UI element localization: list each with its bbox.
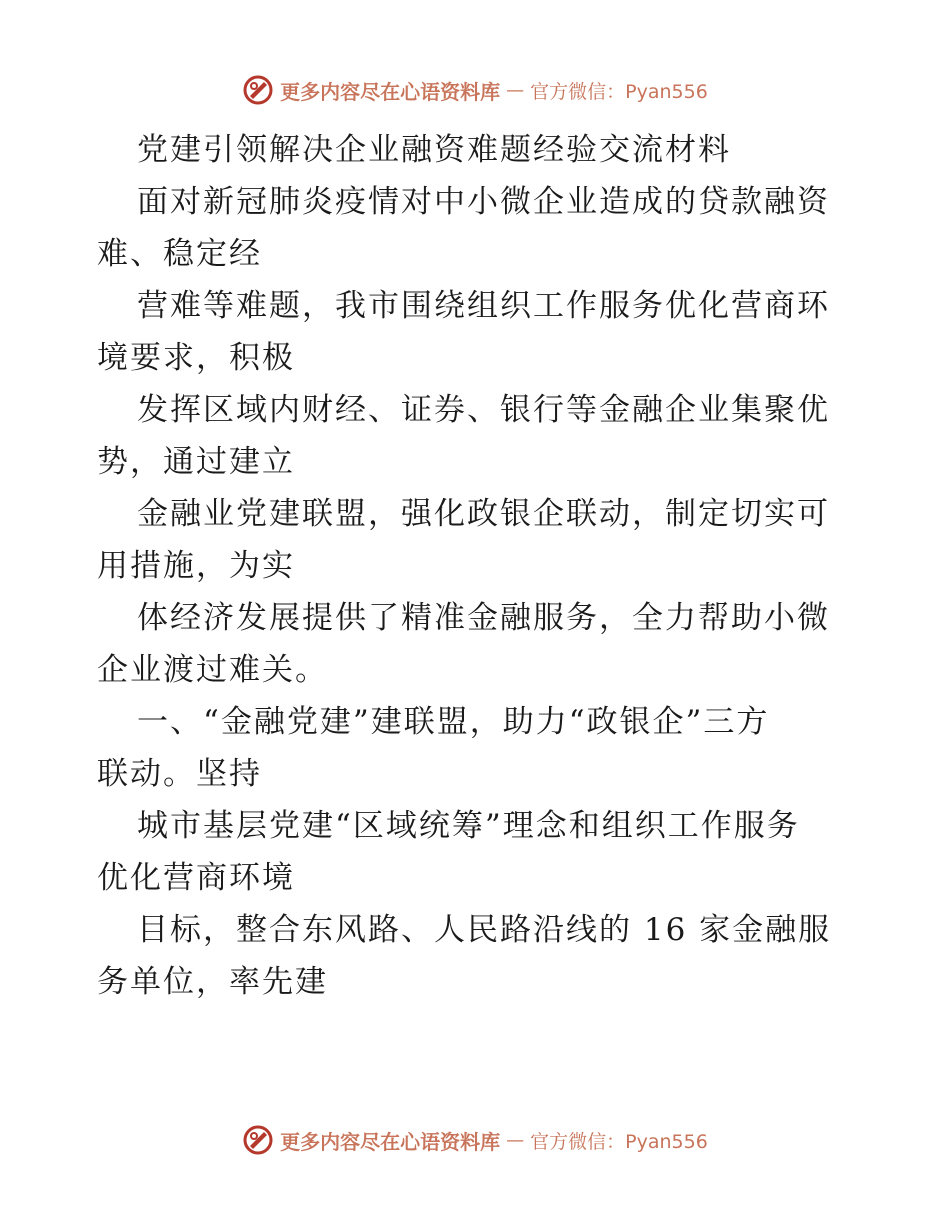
footer-banner <box>0 1120 950 1160</box>
text-line: 联动。坚持 <box>97 756 262 792</box>
text-line: 城市基层党建“区域统筹”理念和组织工作服务 <box>137 808 800 844</box>
text-line: 发挥区域内财经、证券、银行等金融企业集聚优 <box>137 392 830 428</box>
header-wechat-text: 官方微信：Pyan556 <box>530 80 708 103</box>
document-body <box>97 124 857 1008</box>
header-separator: — <box>506 79 525 101</box>
text-line: 体经济发展提供了精准金融服务，全力帮助小微 <box>137 600 830 636</box>
text-line: 境要求，积极 <box>97 340 295 376</box>
document-title: 党建引领解决企业融资难题经验交流材料 <box>137 132 731 168</box>
text-line: 金融业党建联盟，强化政银企联动，制定切实可 <box>137 496 830 532</box>
text-line: 势，通过建立 <box>97 444 295 480</box>
text-line: 目标，整合东风路、人民路沿线的 16 家金融服 <box>137 912 832 948</box>
footer-wechat-text: 官方微信：Pyan556 <box>530 1130 708 1153</box>
section-heading-line: 一、“金融党建”建联盟，助力“政银企”三方 <box>137 704 770 740</box>
text-line: 营难等难题，我市围绕组织工作服务优化营商环 <box>137 288 830 324</box>
footer-separator: — <box>506 1129 525 1151</box>
text-line: 用措施，为实 <box>97 548 295 584</box>
text-line: 企业渡过难关。 <box>97 652 328 688</box>
text-line: 务单位，率先建 <box>97 964 328 1000</box>
footer-brand-text: 更多内容尽在心语资料库 <box>280 1129 501 1154</box>
text-line: 优化营商环境 <box>97 860 295 896</box>
text-line: 难、稳定经 <box>97 236 262 272</box>
header-banner <box>0 70 950 110</box>
brand-logo-icon <box>242 1124 274 1156</box>
text-line: 面对新冠肺炎疫情对中小微企业造成的贷款融资 <box>137 184 830 220</box>
header-brand-text: 更多内容尽在心语资料库 <box>280 79 501 104</box>
brand-logo-icon <box>242 74 274 106</box>
